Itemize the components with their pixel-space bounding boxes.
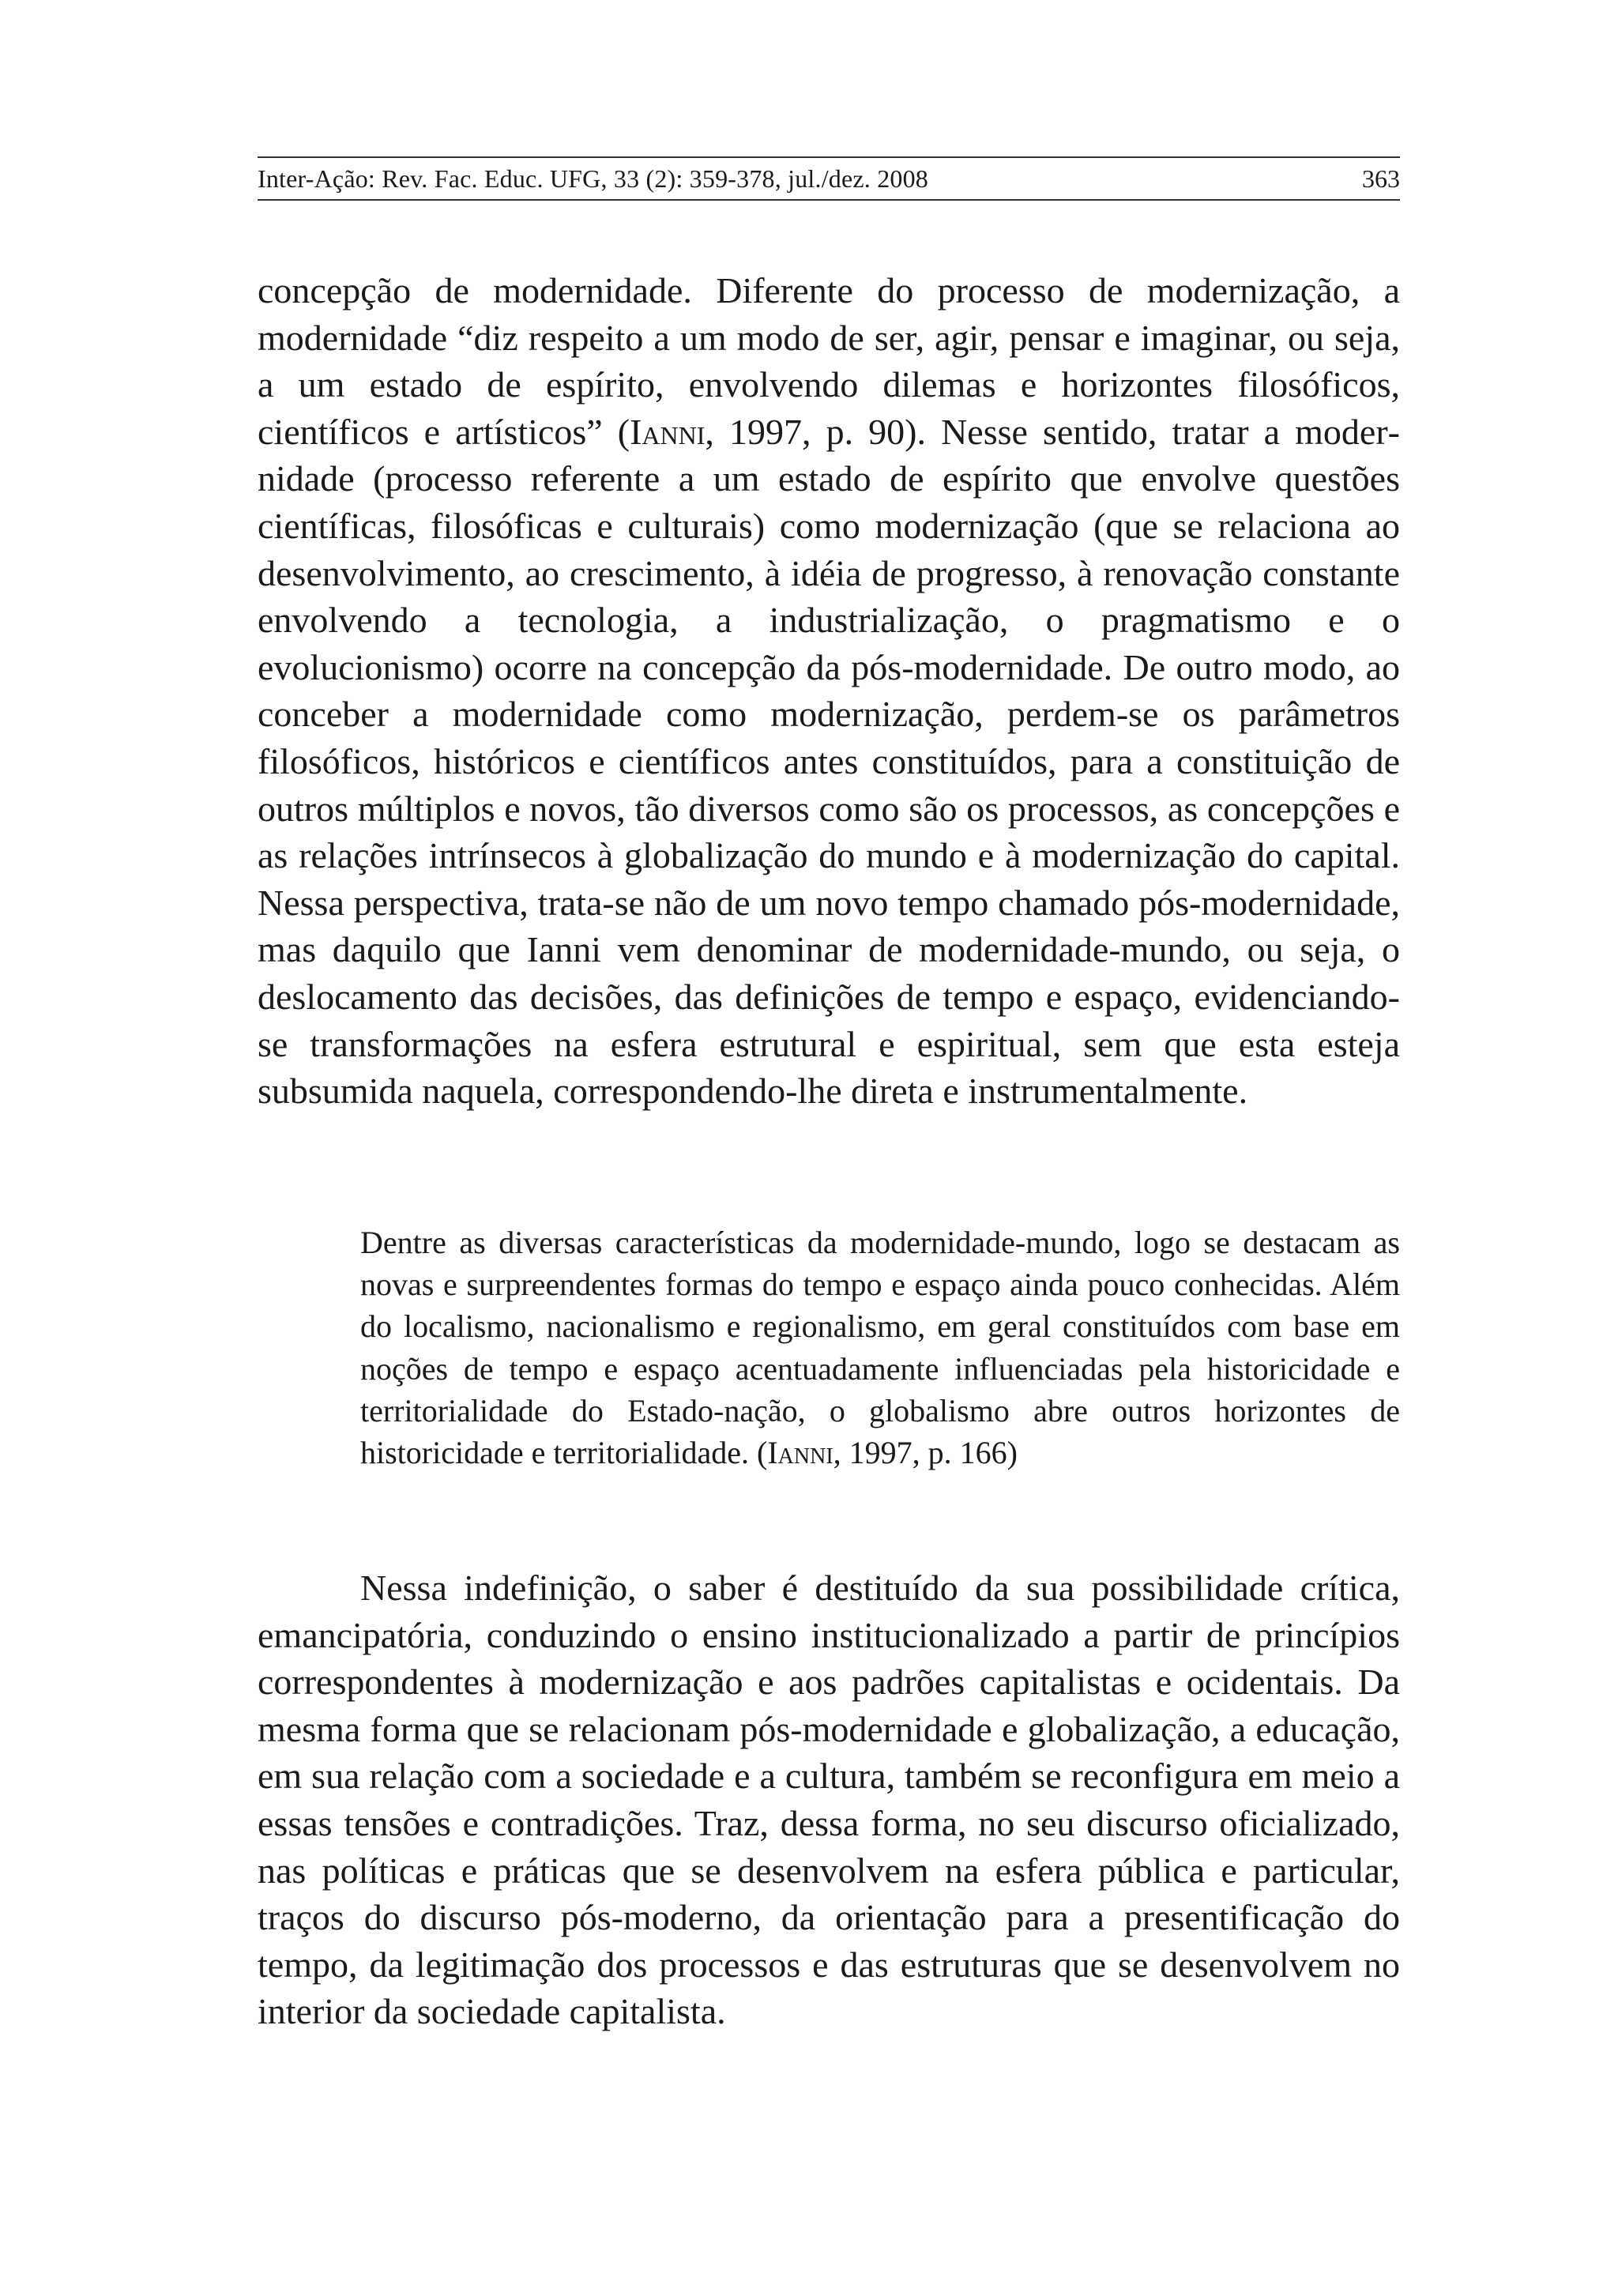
paragraph-1-text-b: , 1997, p. 90). Nesse sentido, tratar a modernidade (processo referente a um estado de espírito que envolve questões científicas, filosóficas e culturais) como modernização (que se relaciona ao desenvolvimento, ao crescimento, à idéia de progresso, à renovação constante envolvendo a tecnologia, a industrialização, o pragmatismo e o evolucionismo) ocorre na concepção da pós-modernidade. De outro modo, ao conceber a modernidade como modernização, perdem-se os parâmetros filosóficos, históricos e científicos antes constituídos, para a constituição de outros múltiplos e novos, tão diversos como são os processos, as concepções e as relações intrínsecos à globalização do mundo e à modernização do capital. Nessa perspectiva, trata-se não de um novo tempo chamado pós-modernidade, mas daquilo que Ianni vem denominar de modernidade-mundo, ou seja, o deslocamento das decisões, das definições de tempo e espaço, evidenciando-se transformações na esfera estrutural e espiritual, sem que esta esteja subsumida naquela, correspondendo-lhe direta e instrumentalmente. bbox=[258, 411, 1400, 1112]
paragraph-2-text: Nessa indefinição, o saber é destituído da sua possibilidade crítica, emancipatória, conduzindo o ensino institucionalizado a partir de princípios correspondentes à modernização e aos padrões capitalistas e ocidentais. Da mesma forma que se relacionam pós-modernidade e globalização, a educação, em sua relação com a sociedade e a cultura, também se reconfigura em meio a essas tensões e contradições. Traz, dessa forma, no seu discurso oficializado, nas políticas e práticas que se desenvolvem na esfera pública e particular, traços do discurso pós-moderno, da orientação para a presentificação do tempo, da legitimação dos processos e das estruturas que se desenvolvem no interior da sociedade capitalista. bbox=[258, 1568, 1400, 2032]
quote-citation-rest: , 1997, p. 166) bbox=[833, 1435, 1018, 1471]
quote-citation-author: Ianni bbox=[767, 1435, 833, 1471]
running-head: Inter-Ação: Rev. Fac. Educ. UFG, 33 (2): 359-378, jul./dez. 2008 bbox=[258, 164, 929, 193]
paragraph-1-text-a: concepção de modernidade. Diferente do processo de modernização, a modernidade “diz respeito a um modo de ser, agir, pensar e imaginar, ou seja, a um estado de espírito, envolvendo dilemas e horizontes filosóficos, científicos e artísticos” ( bbox=[258, 270, 1400, 452]
page-header bbox=[258, 156, 1400, 201]
block-quote-text: Dentre as diversas características da modernidade-mundo, logo se destacam as novas e surpreendentes formas do tempo e espaço ainda pouco conhecidas. Além do localismo, nacionalismo e regionalismo, em geral constituídos com base em noções de tempo e espaço acentuadamente influenciadas pela historicidade e territorialidade do Estado-nação, o globalismo abre outros horizontes de historicidade e territorialidade. ( bbox=[360, 1225, 1400, 1471]
body-paragraph-2 bbox=[258, 1564, 1400, 2035]
body-paragraph-1 bbox=[258, 267, 1400, 1115]
citation-author: Ianni bbox=[630, 411, 706, 452]
page-number: 363 bbox=[1362, 164, 1400, 193]
block-quote bbox=[360, 1221, 1400, 1474]
